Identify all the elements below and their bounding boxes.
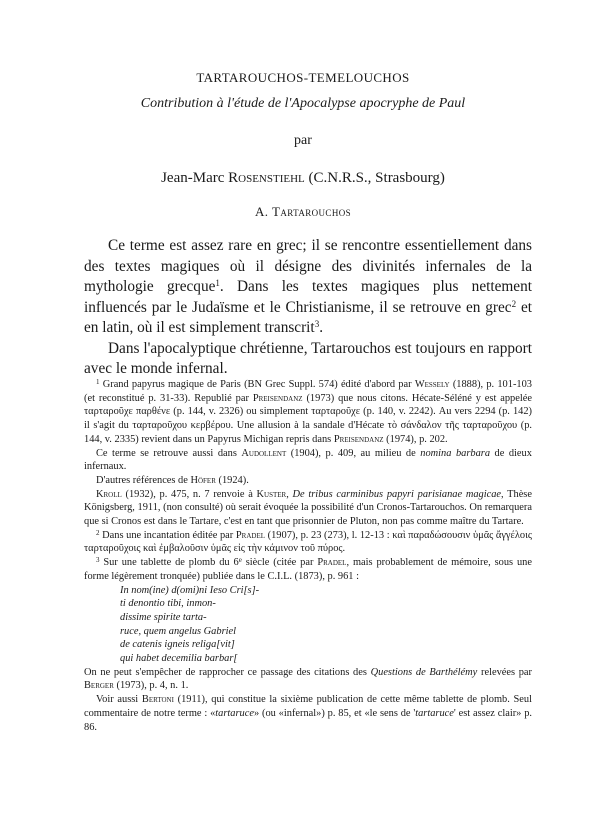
p1-text-c: et en latin, où il est simplement transcrit	[84, 298, 532, 336]
fn1-italic-title: De tribus carminibus papyri parisianae magicae	[292, 488, 502, 500]
fn3-text-e2: (1973), p. 4, n. 1.	[116, 680, 189, 692]
fn3-text-g3: ' est assez clair» p. 86.	[84, 707, 532, 733]
article-title: TARTAROUCHOS-TEMELOUCHOS	[196, 70, 410, 85]
paragraph-1	[84, 236, 532, 339]
fn1-text-g2: (1924).	[218, 474, 249, 486]
footnote-ref-3: 3	[314, 319, 320, 329]
fn3-text-d: On ne peut s'empêcher de rapprocher ce passage des citations des	[84, 666, 367, 678]
fn1-text-b: (1888), p. 101-103 (et reconstitué p. 31-33). Republié par	[84, 379, 532, 404]
footnote-1-cont-1	[84, 447, 532, 474]
cite-preisendanz: Preisendanz	[252, 392, 303, 404]
verse-line: In nom(ine) d(omi)ni Ieso Cri[s]-	[120, 584, 260, 596]
p1-text-b: . Dans les textes magiques plus nettement influencés par le Judaïsme et le Christianisme, il se retrouve en grec	[84, 278, 532, 316]
verse-line: qui habet decemilia barbar[	[120, 653, 238, 665]
paragraph-2: Dans l'apocalyptique chrétienne, Tartarouchos est toujours en rapport avec le monde infernal.	[84, 339, 532, 377]
cite-audollent: Audollent	[241, 447, 287, 459]
cite-wessely: Wessely	[414, 379, 450, 390]
footnote-3-cont-2	[84, 693, 532, 734]
verse-line: ruce, quem angelus Gabriel	[120, 625, 237, 637]
cite-preisendanz-2: Preisendanz	[333, 433, 384, 445]
fn1-italic-nomina: nomina barbara	[420, 447, 491, 459]
footnote-3-number: 3	[96, 556, 100, 565]
fn1-text-g: D'autres références de	[96, 474, 188, 486]
section-name: Tartarouchos	[272, 204, 352, 219]
cite-berger: Berger	[84, 680, 114, 692]
author-first-name: Jean-Marc	[161, 170, 225, 186]
footnote-1	[84, 378, 532, 447]
footnote-1-cont-3: Kroll (1932), p. 475, n. 7 renvoie à Kuster, De tribus carminibus papyri parisianae magicae, Thèse Königsberg, 1911, (non consulté) où serait évoquée la possibilité d'un Cronos-Tartarouchos. On remarquera que si Cronos est dans le Tartare, c'est en tant que prisonnier de Pluton, non pas comme maître du Tartare.	[84, 488, 532, 528]
fn1-text-f: (1904), p. 409, au milieu de	[290, 447, 416, 459]
author-affiliation: (C.N.R.S., Strasbourg)	[308, 170, 445, 186]
fn3-text-a: Sur une tablette de plomb du 6	[103, 557, 239, 569]
cite-bertoni: Bertoni	[141, 694, 174, 706]
fn1-text-h: (1932), p. 475, n. 7 renvoie à	[125, 488, 253, 500]
author-line	[0, 170, 606, 187]
main-text	[84, 236, 532, 380]
fn3-text-g: (1911), qui constitue la sixième publication de cette même tablette de plomb. Seul commentaire de notre terme : «	[84, 694, 532, 719]
footnote-3	[84, 556, 532, 583]
footnote-ref-2: 2	[511, 298, 517, 309]
fn1-text-f2: de dieux infernaux.	[84, 447, 532, 473]
cite-pradel-2: Pradel	[317, 557, 347, 569]
cite-kroll: Kroll	[96, 488, 122, 500]
cite-hofer: Höfer	[190, 474, 216, 486]
fn2-text-b: (1907), p. 23 (273), l. 12-13 : καὶ παραδώσουσιν ὑμᾶς ἄγγέλοις ταρταροῦχοις καὶ ἐμβαλοῦσιν ὑμᾶς εἰς τὴν κάμινον τοῦ πύρος.	[84, 529, 533, 555]
footnote-3-cont-1	[84, 666, 532, 693]
fn2-text-a: Dans une incantation éditée par	[102, 529, 234, 541]
latin-inscription	[84, 584, 532, 666]
footnote-2	[84, 529, 532, 556]
fn3-italic-tartaruce-2: tartaruce	[415, 707, 454, 719]
verse-line: de catenis igneis religa[vit]	[120, 639, 235, 651]
cite-kuster: Kuster	[256, 488, 287, 500]
p1-text-a: Ce terme est assez rare en grec; il se rencontre essentiellement dans des textes magiques où il désigne des divinités infernales de la mythologie grecque	[84, 237, 532, 295]
article-subtitle: Contribution à l'étude de l'Apocalypse apocryphe de Paul	[140, 96, 466, 111]
footnotes	[84, 378, 532, 734]
footnote-ref-1: 1	[215, 278, 220, 288]
footnote-1-cont-2	[84, 474, 532, 488]
fn3-text-e: relevées par	[481, 666, 532, 678]
fn3-text-f: Voir aussi	[96, 694, 139, 706]
fn3-superscript-e: e	[238, 556, 242, 565]
fn3-italic-questions: Questions de Barthélémy	[370, 666, 478, 678]
fn3-italic-tartaruce-1: tartaruce	[215, 707, 254, 719]
fn1-text-h2: , Thèse Königsberg, 1911, (non consulté) où serait évoquée la possibilité d'un Cronos-Tartarouchos. On remarquera que si Cronos est dans le Tartare, c'est en tant que prisonnier de Pluton, non pas comme maître du Tartare.	[84, 488, 532, 528]
verse-line: dissime spirite tarta-	[120, 611, 207, 623]
footnote-1-number: 1	[96, 378, 100, 386]
fn3-text-c: , mais probablement de mémoire, sous une forme légèrement tronquée) publiée dans le C.I.L. (1873), p. 961 :	[84, 557, 532, 582]
verse-line: ti denontio tibi, inmon-	[120, 598, 216, 610]
section-heading	[0, 204, 606, 220]
byline-par: par	[294, 133, 312, 148]
cite-pradel: Pradel	[235, 529, 266, 541]
fn1-text-a: Grand papyrus magique de Paris (BN Grec Suppl. 574) édité d'abord par	[102, 379, 412, 390]
fn3-text-g2: » (ou «infernal») p. 85, et «le sens de '	[253, 707, 416, 719]
fn1-text-e: Ce terme se retrouve aussi dans	[96, 447, 237, 459]
fn1-text-d: (1974), p. 202.	[386, 433, 448, 445]
footnote-2-number: 2	[96, 528, 100, 537]
p1-text-d: .	[319, 319, 324, 336]
section-letter: A.	[254, 204, 269, 219]
fn1-text-c: (1973) que nous citons. Hécate-Séléné y est appelée ταρταροῦχε παρθένε (p. 144, v. 2326) ou simplement ταρταροῦχε (p. 140, v. 2242). Au vers 2294 (p. 142) il s'agit du ταρταροῦχου κερβέρου. Une allusion à la sandale d'Hécate τὸ σάνδαλον τῆς ταρταροῦχου (p. 144, v. 2335) revient dans un Papyrus Michigan repris dans	[84, 392, 532, 445]
author-last-name: Rosenstiehl	[228, 170, 305, 186]
fn3-text-b: siècle (citée par	[245, 557, 314, 569]
